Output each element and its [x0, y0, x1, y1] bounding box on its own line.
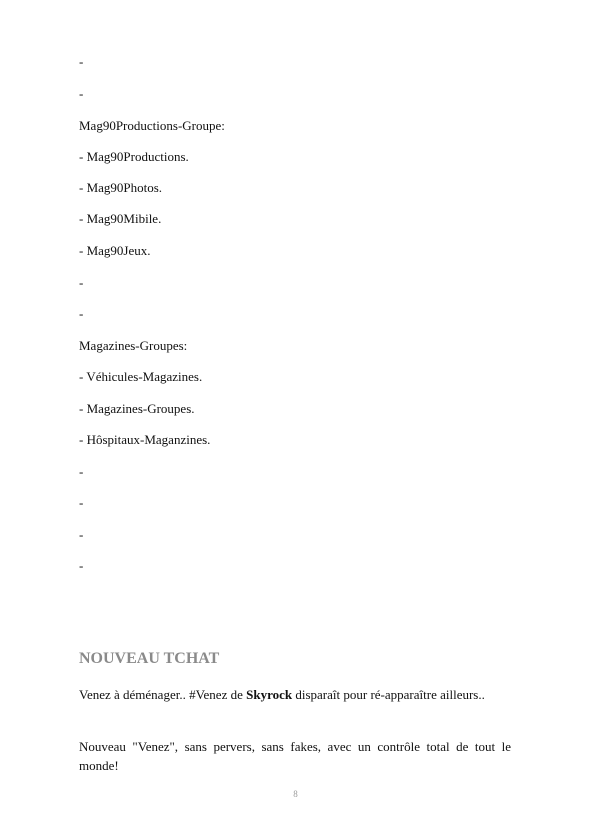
paragraph-2: Nouveau "Venez", sans pervers, sans fakes, avec un contrôle total de tout le monde! [79, 739, 511, 773]
list-line: - [79, 86, 84, 101]
list-line: - [79, 558, 84, 573]
paragraph-1 [79, 685, 511, 704]
group-title-mag90: Mag90Productions-Groupe: [79, 118, 225, 133]
list-line: - Magazines-Groupes. [79, 401, 195, 416]
paragraph-1-text-start: Venez à déménager.. #Venez de [79, 687, 247, 702]
list-line: - Hôspitaux-Maganzines. [79, 432, 211, 447]
page-number: 8 [293, 789, 298, 799]
list-line: - Mag90Productions. [79, 149, 189, 164]
list-line: - [79, 306, 84, 321]
list-line: - [79, 495, 84, 510]
group-title-magazines: Magazines-Groupes: [79, 338, 188, 353]
list-line: - Mag90Jeux. [79, 243, 151, 258]
list-line: - [79, 527, 84, 542]
list-line: - [79, 54, 84, 69]
section-heading: NOUVEAU TCHAT [79, 650, 220, 667]
list-line: - Mag90Photos. [79, 180, 163, 195]
paragraph-1-text-end: disparaît pour ré-apparaître ailleurs.. [292, 687, 485, 702]
list-line: - Mag90Mibile. [79, 211, 162, 226]
list-line: - Véhicules-Magazines. [79, 369, 203, 384]
list-line: - [79, 275, 84, 290]
paragraph-1-bold-word: Skyrock [246, 687, 293, 702]
list-line: - [79, 464, 84, 479]
